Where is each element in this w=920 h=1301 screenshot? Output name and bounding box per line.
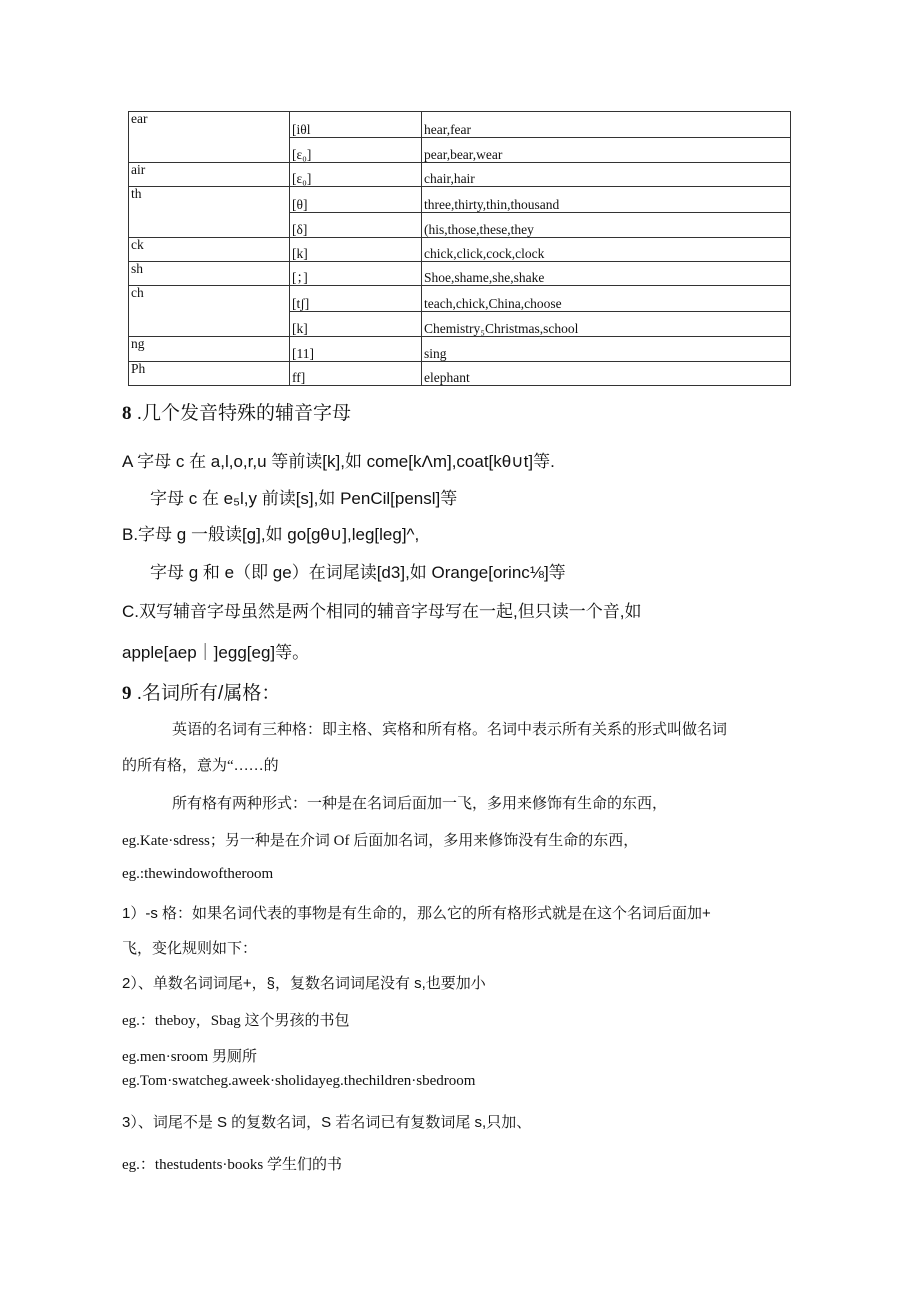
- symbol-cell: [ɛ₀]: [290, 163, 422, 187]
- paragraph-line: eg.:thewindowoftheroom: [122, 866, 274, 882]
- paragraph-line: eg.Tom·swatcheg.aweek·sholidayeg.thechildren·sbedroom: [122, 1073, 476, 1089]
- table-row: [129, 286, 791, 312]
- section-number: 9: [122, 683, 132, 704]
- paragraph-line: 的所有格，意为“……的: [122, 758, 279, 774]
- examples-cell: three,thirty,thin,thousand: [422, 187, 791, 213]
- letters-cell: ch: [129, 286, 290, 337]
- paragraph-line: A 字母 c 在 a,l,o,r,u 等前读[k],如 come[kΛm],coat[kθ∪t]等.: [122, 452, 555, 471]
- examples-cell: pear,bear,wear: [422, 138, 791, 163]
- symbol-cell: ff]: [290, 362, 422, 386]
- table-row: [129, 262, 791, 286]
- paragraph-line: 1）-s 格：如果名词代表的事物是有生命的，那么它的所有格形式就是在这个名词后面加+: [122, 905, 711, 922]
- paragraph-line: 3）、词尾不是 S 的复数名词，S 若名词已有复数词尾 s,只加、: [122, 1114, 532, 1131]
- examples-cell: sing: [422, 337, 791, 362]
- symbol-cell: [11]: [290, 337, 422, 362]
- paragraph-line: eg.Kate·sdress；另一种是在介词 Of 后面加名词，多用来修饰没有生命的东西，: [122, 833, 639, 849]
- paragraph-line: 飞，变化规则如下：: [122, 941, 258, 957]
- letters-cell: sh: [129, 262, 290, 286]
- symbol-cell: [θ]: [290, 187, 422, 213]
- letters-cell: ng: [129, 337, 290, 362]
- symbol-cell: [；]: [290, 262, 422, 286]
- letters-cell: ck: [129, 238, 290, 262]
- paragraph-line: eg.men·sroom 男厕所: [122, 1049, 257, 1065]
- paragraph-line: eg.：thestudents·books 学生们的书: [122, 1157, 342, 1173]
- examples-cell: teach,chick,China,choose: [422, 286, 791, 312]
- paragraph-line: C.双写辅音字母虽然是两个相同的辅音字母写在一起,但只读一个音,如: [122, 602, 642, 621]
- letters-cell: air: [129, 163, 290, 187]
- table-row: [129, 362, 791, 386]
- table-row: [129, 163, 791, 187]
- examples-cell: chick,click,cock,clock: [422, 238, 791, 262]
- examples-cell: Chemistry₅Christmas,school: [422, 312, 791, 337]
- examples-cell: Shoe,shame,she,shake: [422, 262, 791, 286]
- table-row: [129, 187, 791, 213]
- paragraph-line: 所有格有两种形式：一种是在名词后面加一飞，多用来修饰有生命的东西，: [172, 796, 668, 812]
- table-row: [129, 238, 791, 262]
- symbol-cell: [k]: [290, 238, 422, 262]
- symbol-cell: [k]: [290, 312, 422, 337]
- paragraph-line: apple[aep｜]egg[eg]等。: [122, 643, 310, 662]
- symbol-cell: [tʃ]: [290, 286, 422, 312]
- examples-cell: chair,hair: [422, 163, 791, 187]
- section-8-heading: [122, 398, 351, 425]
- section-title: .几个发音特殊的辅音字母: [136, 403, 352, 424]
- paragraph-line: B.字母 g 一般读[g],如 go[gθ∪],leg[leg]^,: [122, 525, 420, 544]
- section-title: .名词所有/属格：: [136, 683, 281, 704]
- symbol-cell: [δ]: [290, 213, 422, 238]
- table-row: [129, 112, 791, 138]
- paragraph-line: 字母 g 和 e（即 ge）在词尾读[d3],如 Orange[orinc⅛]等: [150, 563, 566, 582]
- letters-cell: th: [129, 187, 290, 238]
- paragraph-line: eg.：theboy，Sbag 这个男孩的书包: [122, 1013, 350, 1029]
- paragraph-line: 2）、单数名词词尾+，§，复数名词词尾没有 s,也要加小: [122, 975, 486, 992]
- letters-cell: ear: [129, 112, 290, 163]
- section-number: 8: [122, 403, 132, 424]
- examples-cell: hear,fear: [422, 112, 791, 138]
- section-9-heading: [122, 678, 280, 705]
- examples-cell: elephant: [422, 362, 791, 386]
- phonics-table: [128, 111, 791, 386]
- paragraph-line: 字母 c 在 e₅l,y 前读[s],如 PenCil[pensl]等: [150, 489, 458, 508]
- examples-cell: (his,those,these,they: [422, 213, 791, 238]
- paragraph-line: 英语的名词有三种格：即主格、宾格和所有格。名词中表示所有关系的形式叫做名词: [172, 722, 728, 738]
- letters-cell: Ph: [129, 362, 290, 386]
- table-row: [129, 337, 791, 362]
- symbol-cell: [ɛ₀]: [290, 138, 422, 163]
- symbol-cell: [iθl: [290, 112, 422, 138]
